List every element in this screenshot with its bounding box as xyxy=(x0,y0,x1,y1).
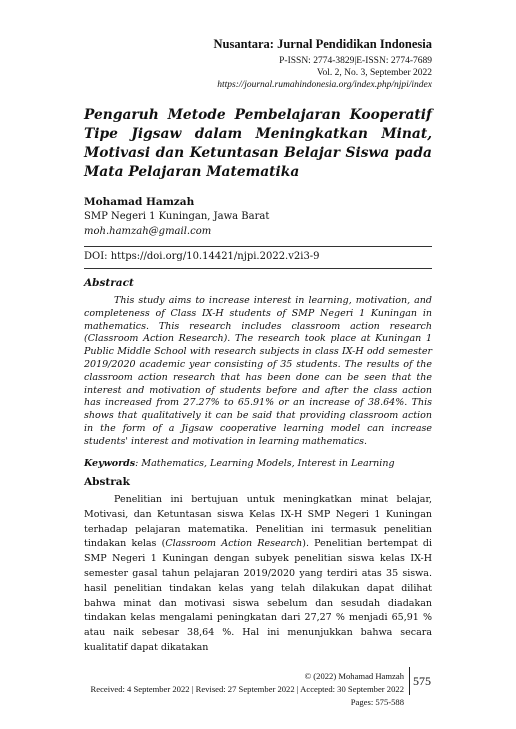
doi-link[interactable]: DOI: https://doi.org/10.14421/njpi.2022.v2i3-9 xyxy=(84,251,320,262)
journal-name: Nusantara: Jurnal Pendidikan Indonesia xyxy=(213,37,432,51)
page-number-divider xyxy=(409,667,410,695)
volume-line: Vol. 2, No. 3, September 2022 xyxy=(316,68,432,78)
author-name: Mohamad Hamzah xyxy=(84,196,195,208)
author-email-link[interactable]: moh.hamzah@gmail.com xyxy=(84,226,212,237)
doi-top-rule xyxy=(84,246,432,247)
author-affiliation: SMP Negeri 1 Kuningan, Jawa Barat xyxy=(84,211,270,222)
keywords-list: : Mathematics, Learning Models, Interest in Learning xyxy=(135,458,395,469)
abstrak-body xyxy=(84,493,432,656)
issn-line: P-ISSN: 2774-3829|E-ISSN: 2774-7689 xyxy=(279,56,432,66)
keywords-label: Keywords xyxy=(84,458,136,469)
abstrak-heading: Abstrak xyxy=(84,476,130,488)
footer-copyright: © (2022) Mohamad Hamzah xyxy=(304,671,404,681)
abstrak-italic-term: Classroom Action Research xyxy=(165,538,303,550)
abstrak-text-part2: ). Penelitian bertempat di SMP Negeri 1 Kuningan dengan subyek penelitian siswa kelas IX-H semester gasal tahun pelajaran 2019/2020 yang terdiri atas 35 siswa. hasil penelitian tindakan kelas yang telah dilakukan dapat dilihat bahwa minat dan motivasi siswa sebelum dan sesudah diadakan tindakan kelas mengalami peningkatan dari 27,27 % menjadi 65,91 % atau naik sebesar 38,64 %. Hal ini menunjukkan bahwa secara kualitatif dapat dikatakan xyxy=(84,538,433,653)
doi-bottom-rule xyxy=(84,268,432,269)
page-number: 575 xyxy=(413,674,431,688)
journal-url-link[interactable]: https://journal.rumahindonesia.org/index.php/njpi/index xyxy=(217,80,432,90)
keywords-line xyxy=(84,458,432,469)
footer-pages: Pages: 575-588 xyxy=(350,697,404,707)
footer-dates: Received: 4 September 2022 | Revised: 27 September 2022 | Accepted: 30 September 2022 xyxy=(90,684,404,694)
abstrak-text-part1: Penelitian ini bertujuan untuk meningkatkan minat belajar, Motivasi, dan Ketuntasan siswa Kelas IX-H SMP Negeri 1 Kuningan terhadap pelajaran matematika. Penelitian ini termasuk penelitian tindakan kelas ( xyxy=(84,494,432,550)
abstract-heading: Abstract xyxy=(84,277,134,289)
article-title: Pengaruh Metode Pembelajaran Kooperatif Tipe Jigsaw dalam Meningkatkan Minat, Motivasi dan Ketuntasan Belajar Siswa pada Mata Pelajaran Matematika xyxy=(84,107,432,180)
abstract-body: This study aims to increase interest in learning, motivation, and completeness of Class IX-H students of SMP Negeri 1 Kuningan in mathematics. This research includes classroom action research (Classroom Action Research). The research took place at Kuningan 1 Public Middle School with research subjects in class IX-H odd semester 2019/2020 academic year consisting of 35 students. The results of the classroom action research that has been done can be seen that the interest and motivation of students before and after the class action has increased from 27.27% to 65.91% or an increase of 38.64%. This shows that qualitatively it can be said that providing classroom action in the form of a Jigsaw cooperative learning model can increase students' interest and motivation in learning mathematics. xyxy=(84,295,432,447)
